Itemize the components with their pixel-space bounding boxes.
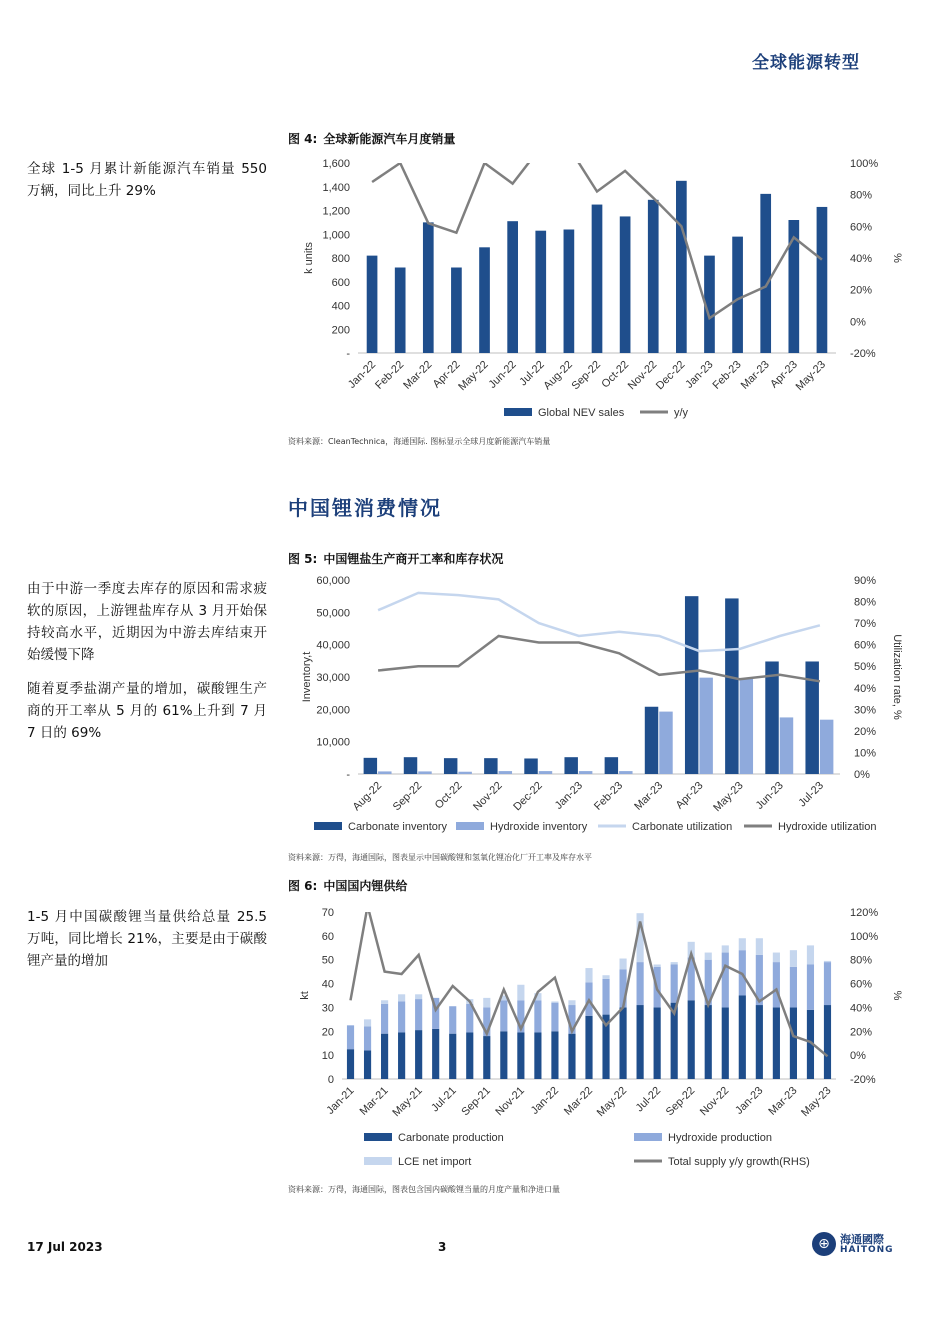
sidebar-block-1 xyxy=(27,158,267,214)
bar-mark xyxy=(378,771,391,774)
right-axis-tick-label: 30% xyxy=(854,704,877,717)
bar-mark xyxy=(564,757,577,774)
right-axis-title: Utilization rate, % xyxy=(891,634,903,720)
bar-mark xyxy=(620,216,631,353)
stacked-bar-segment xyxy=(483,1036,490,1079)
stacked-bar-segment xyxy=(824,962,831,1005)
legend-label: Hydroxide inventory xyxy=(490,821,588,833)
x-axis-tick-label: Jan-23 xyxy=(552,779,586,812)
stacked-bar-segment xyxy=(739,938,746,950)
sidebar-paragraph-supply: 1-5 月中国碳酸锂当量供给总量 25.5 万吨，同比增长 21%，主要是由于碳酸锂产量的增加 xyxy=(27,909,267,969)
right-axis-tick-label: 40% xyxy=(850,1002,873,1015)
right-axis-tick-label: 80% xyxy=(850,954,873,967)
right-axis-tick-label: 80% xyxy=(850,189,873,202)
left-axis-tick-label: 60 xyxy=(321,930,334,943)
stacked-bar-segment xyxy=(466,1032,473,1079)
left-axis-tick-label: 50 xyxy=(321,954,334,967)
stacked-bar-segment xyxy=(722,953,729,1008)
stacked-bar-segment xyxy=(722,945,729,952)
legend-bar-swatch xyxy=(634,1133,662,1141)
x-axis-tick-label: Nov-22 xyxy=(625,358,660,393)
x-axis-tick-label: Apr-23 xyxy=(673,779,706,812)
bar-mark xyxy=(479,247,490,353)
left-axis-tick-label: 0 xyxy=(327,1074,334,1086)
x-axis-tick-label: Jul-22 xyxy=(517,358,547,389)
stacked-bar-segment xyxy=(534,1032,541,1079)
bar-mark xyxy=(820,720,833,774)
figure-6-title xyxy=(288,877,407,894)
bar-mark xyxy=(499,771,512,774)
stacked-bar-segment xyxy=(807,964,814,1009)
left-axis-tick-label: 40 xyxy=(321,978,334,991)
figure-4-title xyxy=(288,130,455,147)
stacked-bar-segment xyxy=(449,1006,456,1033)
figure-5-caption: 中国锂盐生产商开工率和库存状况 xyxy=(323,552,504,566)
bar-mark xyxy=(451,268,462,354)
stacked-bar-segment xyxy=(790,967,797,1008)
bar-mark xyxy=(648,200,659,353)
x-axis-tick-label: May-23 xyxy=(793,358,829,394)
left-axis-tick-label: 600 xyxy=(331,276,350,289)
right-axis-tick-label: 80% xyxy=(854,596,877,609)
x-axis-tick-label: Aug-22 xyxy=(350,779,385,814)
x-axis-tick-label: Mar-23 xyxy=(738,358,772,392)
sidebar-block-2 xyxy=(27,578,267,756)
stacked-bar-segment xyxy=(398,994,405,1001)
x-axis-tick-label: Dec-22 xyxy=(653,358,688,393)
x-axis-tick-label: Mar-23 xyxy=(766,1084,800,1118)
bar-mark xyxy=(817,207,828,353)
x-axis-tick-label: Jul-23 xyxy=(796,779,827,810)
figure-5-chart xyxy=(288,566,908,842)
figure-6-chart xyxy=(288,900,908,1178)
stacked-bar-segment xyxy=(415,999,422,1030)
figure-4-source: 资料来源：CleanTechnica，海通国际. 图标显示全球月度新能源汽车销量 xyxy=(288,437,551,446)
bar-mark xyxy=(524,758,537,774)
legend-label: Carbonate production xyxy=(398,1132,504,1144)
stacked-bar-segment xyxy=(568,1000,575,1005)
bar-mark xyxy=(579,771,592,774)
figure-6-source: 资料来源：万得，海通国际，图表包含国内碳酸锂当量的月度产量和净进口量 xyxy=(288,1185,560,1194)
left-axis-tick-label: 1,400 xyxy=(322,181,350,194)
x-axis-tick-label: Feb-23 xyxy=(592,779,626,813)
right-axis-tick-label: 40% xyxy=(850,253,873,265)
stacked-bar-segment xyxy=(739,996,746,1080)
legend-label: Hydroxide production xyxy=(668,1132,772,1144)
logo-chinese-text: 海通國際 xyxy=(840,1233,884,1246)
x-axis-tick-label: Mar-23 xyxy=(632,779,666,813)
stacked-bar-segment xyxy=(347,1025,354,1049)
x-axis-tick-label: Sep-22 xyxy=(390,779,425,814)
x-axis-tick-label: Jun-22 xyxy=(486,358,519,391)
x-axis-tick-label: Jun-23 xyxy=(753,779,786,812)
stacked-bar-segment xyxy=(619,1007,626,1079)
legend-label: y/y xyxy=(674,407,689,419)
left-axis-tick-label: - xyxy=(346,769,350,781)
footer-date: 17 Jul 2023 xyxy=(27,1240,103,1254)
stacked-bar-segment xyxy=(602,975,609,979)
left-axis-tick-label: 50,000 xyxy=(316,607,350,620)
legend-label: Total supply y/y growth(RHS) xyxy=(668,1156,810,1168)
section-title: 中国锂消费情况 xyxy=(288,496,442,520)
right-axis-tick-label: 20% xyxy=(850,284,873,297)
bar-mark xyxy=(592,205,603,353)
x-axis-tick-label: Apr-23 xyxy=(768,358,800,391)
bar-mark xyxy=(780,717,793,774)
stacked-bar-segment xyxy=(364,1019,371,1026)
legend-bar-swatch xyxy=(314,822,342,830)
stacked-bar-segment xyxy=(381,1000,388,1004)
figure-6-caption: 中国国内锂供给 xyxy=(323,879,408,893)
right-axis-tick-label: 100% xyxy=(850,930,879,943)
right-axis-tick-label: 120% xyxy=(850,907,879,919)
left-axis-tick-label: 60,000 xyxy=(316,575,350,587)
stacked-bar-segment xyxy=(637,962,644,1005)
left-axis-tick-label: 20 xyxy=(321,1026,334,1039)
figure-5-number: 图 5: xyxy=(288,552,318,566)
stacked-bar-segment xyxy=(432,1029,439,1079)
bar-mark xyxy=(404,757,417,774)
x-axis-tick-label: Dec-22 xyxy=(511,779,545,814)
right-axis-tick-label: 60% xyxy=(850,221,873,234)
x-axis-tick-label: Jan-22 xyxy=(345,358,379,391)
x-axis-tick-label: Jul-21 xyxy=(429,1084,459,1115)
stacked-bar-segment xyxy=(773,1007,780,1079)
bar-mark xyxy=(507,221,518,353)
stacked-bar-segment xyxy=(381,1004,388,1034)
stacked-bar-segment xyxy=(654,1007,661,1079)
figure-6-number: 图 6: xyxy=(288,879,318,893)
stacked-bar-segment xyxy=(671,962,678,964)
right-axis-tick-label: 100% xyxy=(850,158,879,170)
figure-5-source: 资料来源：万得，海通国际，图表显示中国碳酸锂和氢氧化锂冶化厂开工率及库存水平 xyxy=(288,853,592,862)
bar-mark xyxy=(765,661,778,774)
right-axis-tick-label: 0% xyxy=(850,1050,866,1063)
stacked-bar-segment xyxy=(773,962,780,1007)
stacked-bar-segment xyxy=(551,1003,558,1032)
x-axis-tick-label: Oct-22 xyxy=(432,779,465,812)
right-axis-tick-label: -20% xyxy=(850,348,876,360)
stacked-bar-segment xyxy=(585,1016,592,1079)
figure-4-number: 图 4: xyxy=(288,132,318,146)
x-axis-tick-label: May-23 xyxy=(799,1084,834,1120)
legend-bar-swatch xyxy=(504,408,532,416)
x-axis-tick-label: Jul-22 xyxy=(633,1084,664,1115)
legend-label: Global NEV sales xyxy=(538,407,625,419)
legend-bar-swatch xyxy=(364,1133,392,1141)
bar-mark xyxy=(484,758,497,774)
figure-5-title xyxy=(288,550,503,567)
right-axis-tick-label: 90% xyxy=(854,575,877,587)
bar-mark xyxy=(699,678,712,774)
left-axis-tick-label: 30,000 xyxy=(316,672,350,684)
legend-bar-swatch xyxy=(456,822,484,830)
x-axis-tick-label: Feb-22 xyxy=(373,358,407,392)
bar-mark xyxy=(740,678,753,774)
left-axis-title: k units xyxy=(303,242,315,274)
left-axis-tick-label: 400 xyxy=(331,300,350,313)
x-axis-tick-label: May-23 xyxy=(711,779,746,815)
sidebar-paragraph-nev: 全球 1-5 月累计新能源汽车销量 550 万辆，同比上升 29% xyxy=(27,161,267,199)
stacked-bar-segment xyxy=(756,938,763,955)
stacked-bar-segment xyxy=(790,1007,797,1079)
legend-label: Hydroxide utilization xyxy=(778,821,877,833)
stacked-bar-segment xyxy=(619,959,626,970)
bar-mark xyxy=(395,268,406,354)
x-axis-tick-label: Mar-22 xyxy=(401,358,435,392)
series-line xyxy=(378,593,820,651)
bar-mark xyxy=(423,222,434,353)
sidebar-paragraph-utilization: 随着夏季盐湖产量的增加，碳酸锂生产商的开工率从 5 月的 61%上升到 7 月 7 日的 69% xyxy=(27,681,267,741)
left-axis-tick-label: 800 xyxy=(331,253,350,265)
bar-mark xyxy=(564,230,575,354)
right-axis-tick-label: 60% xyxy=(850,978,873,991)
stacked-bar-segment xyxy=(364,1027,371,1051)
stacked-bar-segment xyxy=(364,1050,371,1079)
x-axis-tick-label: Nov-22 xyxy=(697,1084,732,1119)
left-axis-tick-label: 1,200 xyxy=(322,205,350,218)
right-axis-tick-label: 40% xyxy=(854,682,877,695)
x-axis-tick-label: Mar-21 xyxy=(357,1084,391,1118)
stacked-bar-segment xyxy=(688,1000,695,1079)
x-axis-tick-label: Sep-21 xyxy=(459,1084,493,1119)
stacked-bar-segment xyxy=(415,1030,422,1079)
bar-mark xyxy=(367,256,378,353)
bar-mark xyxy=(725,598,738,774)
x-axis-tick-label: May-22 xyxy=(594,1084,630,1120)
x-axis-tick-label: May-22 xyxy=(456,358,491,394)
left-axis-tick-label: 10 xyxy=(321,1050,334,1063)
haitong-logo xyxy=(812,1230,902,1262)
bar-mark xyxy=(605,757,618,774)
right-axis-title: % xyxy=(891,990,903,1001)
legend-label: Carbonate inventory xyxy=(348,821,448,833)
stacked-bar-segment xyxy=(500,1000,507,1031)
haitong-logo-icon: ⊕ xyxy=(812,1232,836,1256)
legend-label: Carbonate utilization xyxy=(632,821,733,833)
left-axis-tick-label: 20,000 xyxy=(316,704,350,717)
right-axis-tick-label: 60% xyxy=(854,639,877,652)
stacked-bar-segment xyxy=(398,1001,405,1032)
left-axis-tick-label: 40,000 xyxy=(316,639,350,652)
stacked-bar-segment xyxy=(449,1034,456,1079)
x-axis-tick-label: Feb-23 xyxy=(710,358,744,392)
right-axis-tick-label: 0% xyxy=(854,769,870,781)
right-axis-tick-label: -20% xyxy=(850,1074,876,1086)
stacked-bar-segment xyxy=(756,1005,763,1079)
bar-mark xyxy=(458,772,471,774)
stacked-bar-segment xyxy=(551,1031,558,1079)
x-axis-tick-label: Aug-22 xyxy=(541,358,576,393)
sidebar-block-3 xyxy=(27,906,267,984)
legend-label: LCE net import xyxy=(398,1156,472,1168)
stacked-bar-segment xyxy=(705,1005,712,1079)
stacked-bar-segment xyxy=(415,994,422,999)
x-axis-tick-label: Jan-23 xyxy=(683,358,716,391)
right-axis-tick-label: 20% xyxy=(854,725,877,738)
legend-bar-swatch xyxy=(364,1157,392,1165)
right-axis-title: % xyxy=(891,253,903,263)
left-axis-tick-label: 10,000 xyxy=(316,736,350,749)
stacked-bar-segment xyxy=(483,998,490,1008)
stacked-bar-segment xyxy=(824,961,831,962)
right-axis-tick-label: 20% xyxy=(850,1026,873,1039)
left-axis-tick-label: - xyxy=(346,348,350,360)
stacked-bar-segment xyxy=(790,950,797,967)
x-axis-tick-label: Mar-22 xyxy=(561,1084,596,1118)
right-axis-tick-label: 0% xyxy=(850,316,866,329)
stacked-bar-segment xyxy=(773,953,780,963)
stacked-bar-segment xyxy=(568,1034,575,1079)
x-axis-tick-label: Sep-22 xyxy=(663,1084,698,1119)
stacked-bar-segment xyxy=(824,1005,831,1079)
bar-mark xyxy=(364,758,377,774)
stacked-bar-segment xyxy=(347,1049,354,1079)
left-axis-tick-label: 30 xyxy=(321,1002,334,1015)
left-axis-title: Inventory,t xyxy=(301,651,313,703)
stacked-bar-segment xyxy=(602,979,609,1015)
bar-mark xyxy=(535,231,546,353)
bar-mark xyxy=(659,712,672,774)
stacked-bar-segment xyxy=(654,964,661,966)
stacked-bar-segment xyxy=(671,964,678,1002)
stacked-bar-segment xyxy=(637,1005,644,1079)
x-axis-tick-label: Jan-23 xyxy=(733,1084,766,1117)
bar-mark xyxy=(676,181,687,353)
x-axis-tick-label: Jan-22 xyxy=(528,1084,562,1117)
logo-english-text: HAITONG xyxy=(840,1245,894,1255)
left-axis-tick-label: 1,600 xyxy=(322,158,350,170)
x-axis-tick-label: Oct-22 xyxy=(599,358,632,391)
bar-mark xyxy=(418,771,431,774)
footer-page-number: 3 xyxy=(438,1240,447,1254)
stacked-bar-segment xyxy=(722,1007,729,1079)
stacked-bar-segment xyxy=(398,1032,405,1079)
series-line xyxy=(378,636,820,681)
stacked-bar-segment xyxy=(551,1001,558,1002)
right-axis-tick-label: 10% xyxy=(854,747,877,760)
right-axis-tick-label: 50% xyxy=(854,661,877,674)
stacked-bar-segment xyxy=(517,1032,524,1079)
left-axis-tick-label: 1,000 xyxy=(322,229,350,242)
bar-mark xyxy=(619,771,632,774)
stacked-bar-segment xyxy=(585,968,592,982)
figure-4-caption: 全球新能源汽车月度销量 xyxy=(323,132,456,146)
left-axis-tick-label: 200 xyxy=(331,324,350,337)
bar-mark xyxy=(685,596,698,774)
x-axis-tick-label: Nov-21 xyxy=(493,1084,527,1119)
stacked-bar-segment xyxy=(807,945,814,964)
x-axis-tick-label: May-21 xyxy=(390,1084,425,1120)
bar-mark xyxy=(732,237,743,353)
left-axis-tick-label: 70 xyxy=(321,907,334,919)
bar-mark xyxy=(539,771,552,774)
stacked-bar-segment xyxy=(705,953,712,960)
bar-mark xyxy=(645,707,658,774)
x-axis-tick-label: Nov-22 xyxy=(471,779,505,814)
x-axis-tick-label: Sep-22 xyxy=(569,358,604,393)
stacked-bar-segment xyxy=(517,985,524,1001)
stacked-bar-segment xyxy=(534,1000,541,1032)
stacked-bar-segment xyxy=(381,1034,388,1079)
x-axis-tick-label: Apr-22 xyxy=(430,358,463,391)
page-header-title: 全球能源转型 xyxy=(752,53,860,73)
stacked-bar-segment xyxy=(500,1031,507,1079)
bar-mark xyxy=(760,194,771,353)
sidebar-paragraph-inventory: 由于中游一季度去库存的原因和需求疲软的原因，上游锂盐库存从 3 月开始保持较高水平，近期因为中游去库结束开始缓慢下降 xyxy=(27,581,267,663)
right-axis-tick-label: 70% xyxy=(854,618,877,631)
x-axis-tick-label: Jan-21 xyxy=(324,1084,357,1117)
left-axis-title: kt xyxy=(299,991,311,1000)
bar-mark xyxy=(444,758,457,774)
figure-4-chart xyxy=(288,148,908,430)
